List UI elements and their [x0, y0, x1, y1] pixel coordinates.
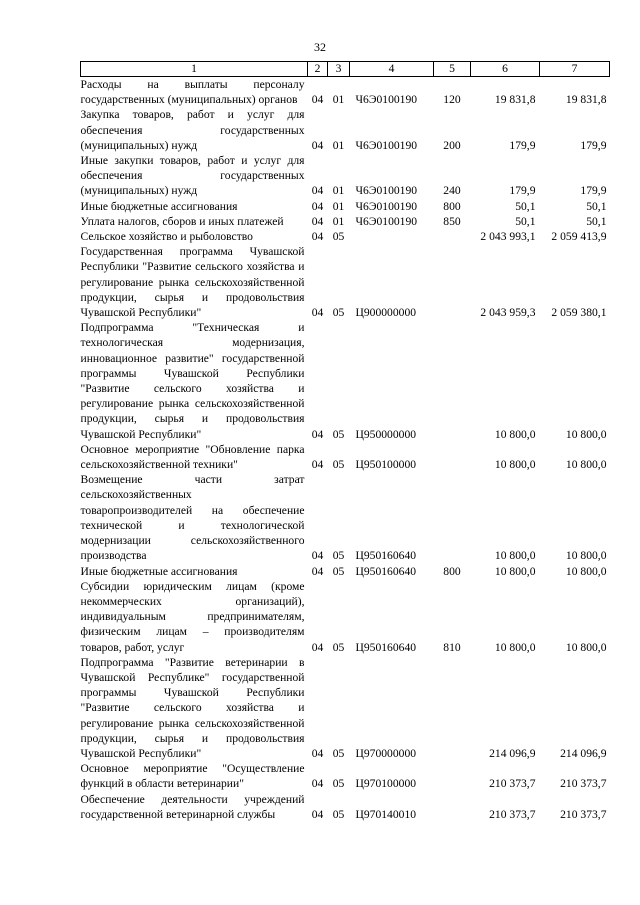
row-target-item: Ц970100000	[355, 777, 417, 791]
row-amount-year1: 179,9	[509, 184, 536, 198]
row-section: 04	[311, 640, 324, 654]
row-amount-year1: 50,1	[515, 199, 536, 213]
row-name: Основное мероприятие "Обновление парка сельскохозяйственной техники"	[80, 442, 305, 472]
row-amount-year1: 210 373,7	[489, 777, 536, 791]
table-row	[81, 472, 610, 563]
table-row	[81, 564, 610, 579]
row-expense-type: 850	[443, 214, 461, 228]
row-section: 04	[311, 564, 324, 578]
row-name: Подпрограмма "Техническая и технологическая модернизация, инновационное развитие" государственной программы Чувашской Республики "Развитие сельского хозяйства и регулирование рынка сельскохозяйственной продукции, сырья и продовольствия Чувашской Республики"	[80, 321, 305, 441]
row-subsection: 05	[332, 564, 345, 578]
row-amount-year1: 10 800,0	[494, 549, 536, 563]
row-expense-type	[434, 320, 471, 442]
row-subsection: 05	[332, 306, 345, 320]
row-section: 04	[311, 199, 324, 213]
column-header-expense-type: 5	[434, 62, 471, 77]
row-expense-type: 200	[443, 138, 461, 152]
row-name: Обеспечение деятельности учреждений государственной ветеринарной службы	[80, 792, 305, 821]
row-amount-year1: 2 043 993,1	[480, 230, 536, 244]
row-expense-type	[434, 655, 471, 761]
row-name: Закупка товаров, работ и услуг для обеспечения государственных (муниципальных) нужд	[80, 108, 305, 152]
table-row	[81, 199, 610, 214]
row-amount-year2: 50,1	[586, 199, 607, 213]
row-amount-year2: 50,1	[586, 214, 607, 228]
row-name: Основное мероприятие "Осуществление функций в области ветеринарии"	[80, 762, 305, 791]
row-section: 04	[311, 230, 324, 244]
page-number: 32	[314, 40, 326, 54]
row-name: Уплата налогов, сборов и иных платежей	[80, 214, 284, 228]
row-expense-type: 800	[443, 564, 461, 578]
row-subsection: 05	[332, 458, 345, 472]
row-subsection: 01	[332, 214, 345, 228]
row-amount-year1: 214 096,9	[489, 746, 536, 760]
row-section: 04	[311, 214, 324, 228]
row-subsection: 05	[332, 746, 345, 760]
row-amount-year2: 210 373,7	[560, 807, 607, 821]
row-section: 04	[311, 306, 324, 320]
row-subsection: 01	[332, 138, 345, 152]
row-subsection: 05	[332, 549, 345, 563]
row-target-item: Ч6Э0100190	[355, 199, 418, 213]
table-row	[81, 107, 610, 153]
row-amount-year1: 210 373,7	[489, 807, 536, 821]
row-amount-year2: 179,9	[580, 138, 607, 152]
row-target-item: Ц950160640	[355, 549, 417, 563]
row-amount-year1: 10 800,0	[494, 564, 536, 578]
row-amount-year2: 214 096,9	[560, 746, 607, 760]
row-target-item: Ц950000000	[355, 427, 417, 441]
row-amount-year1: 10 800,0	[494, 640, 536, 654]
row-amount-year2: 19 831,8	[565, 93, 607, 107]
row-amount-year1: 179,9	[509, 138, 536, 152]
row-expense-type	[434, 472, 471, 563]
row-expense-type: 240	[443, 184, 461, 198]
row-name: Иные бюджетные ассигнования	[80, 199, 238, 213]
table-body	[81, 77, 610, 822]
row-section: 04	[311, 777, 324, 791]
row-name: Иные закупки товаров, работ и услуг для обеспечения государственных (муниципальных) нужд	[80, 154, 305, 198]
budget-table	[80, 61, 610, 822]
table-row	[81, 442, 610, 472]
row-section: 04	[311, 549, 324, 563]
row-name: Подпрограмма "Развитие ветеринарии в Чувашской Республике" государственной программы Чувашской Республики "Развитие сельского хозяйства и регулирование рынка сельскохозяйственной продукции, сырья и продовольствия Чувашской Республики"	[80, 655, 305, 760]
row-name: Субсидии юридическим лицам (кроме некоммерческих организаций), индивидуальным предпринимателям, физическим лицам – производителям товаров, работ, услуг	[80, 579, 305, 654]
row-subsection: 01	[332, 93, 345, 107]
row-section: 04	[311, 184, 324, 198]
row-section: 04	[311, 427, 324, 441]
column-header-section: 2	[308, 62, 328, 77]
row-amount-year2: 10 800,0	[565, 564, 607, 578]
row-expense-type	[434, 442, 471, 472]
row-expense-type: 120	[443, 93, 461, 107]
table-row	[81, 792, 610, 822]
table-row	[81, 655, 610, 761]
row-amount-year1: 10 800,0	[494, 458, 536, 472]
row-name: Иные бюджетные ассигнования	[80, 564, 238, 578]
row-amount-year2: 2 059 413,9	[551, 230, 607, 244]
row-amount-year2: 10 800,0	[565, 458, 607, 472]
row-amount-year2: 10 800,0	[565, 427, 607, 441]
row-subsection: 05	[332, 777, 345, 791]
table-row	[81, 153, 610, 199]
row-amount-year2: 2 059 380,1	[551, 306, 607, 320]
row-target-item: Ч6Э0100190	[355, 93, 418, 107]
row-name: Возмещение части затрат сельскохозяйственных товаропроизводителей на обеспечение технической и технологической модернизации сельскохозяйственного производства	[80, 473, 305, 563]
row-target-item: Ц970140010	[355, 807, 417, 821]
column-header-target-item: 4	[350, 62, 434, 77]
row-section: 04	[311, 807, 324, 821]
row-name: Расходы на выплаты персоналу государственных (муниципальных) органов	[80, 78, 305, 107]
row-target-item: Ц970000000	[355, 746, 417, 760]
column-header-amount-year1: 6	[471, 62, 540, 77]
row-target-item: Ц950160640	[355, 564, 417, 578]
row-amount-year1: 50,1	[515, 214, 536, 228]
row-expense-type: 810	[443, 640, 461, 654]
row-subsection: 05	[332, 640, 345, 654]
row-subsection: 01	[332, 184, 345, 198]
row-subsection: 05	[332, 230, 345, 244]
column-header-subsection: 3	[328, 62, 350, 77]
row-amount-year2: 210 373,7	[560, 777, 607, 791]
row-amount-year1: 19 831,8	[494, 93, 536, 107]
table-row	[81, 229, 610, 244]
table-row	[81, 214, 610, 229]
row-subsection: 01	[332, 199, 345, 213]
column-header-amount-year2: 7	[540, 62, 610, 77]
row-target-item: Ч6Э0100190	[355, 214, 418, 228]
table-row	[81, 579, 610, 655]
table-header	[81, 62, 610, 77]
row-target-item: Ч6Э0100190	[355, 138, 418, 152]
column-header-name: 1	[81, 62, 308, 77]
row-target-item: Ч6Э0100190	[355, 184, 418, 198]
row-amount-year2: 179,9	[580, 184, 607, 198]
row-target-item: Ц900000000	[355, 306, 417, 320]
row-expense-type	[434, 761, 471, 791]
table-row	[81, 761, 610, 791]
row-subsection: 05	[332, 807, 345, 821]
row-section: 04	[311, 93, 324, 107]
row-amount-year1: 10 800,0	[494, 427, 536, 441]
row-amount-year1: 2 043 959,3	[480, 306, 536, 320]
row-section: 04	[311, 458, 324, 472]
row-target-item: Ц950100000	[355, 458, 417, 472]
row-expense-type	[434, 792, 471, 822]
row-section: 04	[311, 138, 324, 152]
row-amount-year2: 10 800,0	[565, 549, 607, 563]
row-name: Сельское хозяйство и рыболовство	[80, 230, 253, 244]
row-amount-year2: 10 800,0	[565, 640, 607, 654]
row-expense-type: 800	[443, 199, 461, 213]
row-name: Государственная программа Чувашской Республики "Развитие сельского хозяйства и регулирование рынка сельскохозяйственной продукции, сырья и продовольствия Чувашской Республики"	[80, 245, 305, 320]
table-row	[81, 244, 610, 320]
row-target-item	[350, 229, 434, 244]
row-expense-type	[434, 229, 471, 244]
table-row	[81, 320, 610, 442]
row-expense-type	[434, 244, 471, 320]
row-target-item: Ц950160640	[355, 640, 417, 654]
row-subsection: 05	[332, 427, 345, 441]
table-row	[81, 77, 610, 108]
row-section: 04	[311, 746, 324, 760]
